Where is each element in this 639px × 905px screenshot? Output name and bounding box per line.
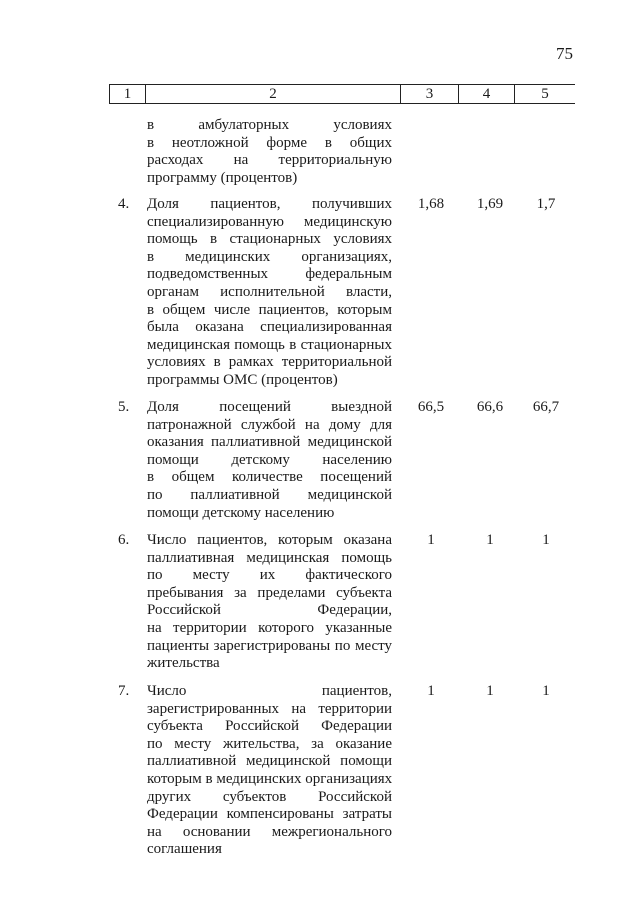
description-line: по месту их фактического: [147, 567, 392, 584]
value-col-3: 1: [427, 532, 435, 548]
row-description: [147, 196, 392, 390]
description-line: патронажной службой на дому для: [147, 416, 392, 433]
row-description: [147, 399, 392, 522]
description-line: помощи детскому населению: [147, 451, 392, 468]
value-col-3: 1,68: [417, 196, 445, 212]
description-line: субъекта Российской Федерации: [147, 718, 392, 735]
header-cell-3: 3: [400, 85, 458, 103]
header-cell-5: 5: [514, 85, 575, 103]
value-col-5: 1: [542, 683, 550, 699]
table-header-row: [109, 84, 575, 104]
header-cell-4: 4: [458, 85, 514, 103]
value-col-3: 1: [427, 683, 435, 699]
description-line: была оказана специализированная: [147, 319, 392, 336]
continuation-line: в неотложной форме в общих: [147, 134, 392, 151]
description-line: условиях в рамках территориальной: [147, 354, 392, 371]
description-line: Число пациентов, которым оказана: [147, 532, 392, 548]
description-line: пациенты зарегистрированы по месту: [147, 637, 392, 654]
description-line: помощи детскому населению: [147, 504, 335, 521]
row-number: 4.: [118, 196, 130, 212]
description-line: других субъектов Российской: [147, 788, 392, 805]
description-line: в общем числе пациентов, которым: [147, 301, 392, 318]
description-line: на территории которого указанные: [147, 619, 392, 636]
value-col-4: 1: [486, 532, 494, 548]
continuation-line: программу (процентов): [147, 169, 298, 186]
row-number: 7.: [118, 683, 130, 699]
description-line: Доля пациентов, получивших: [147, 196, 392, 212]
description-line: органам исполнительной власти,: [147, 283, 392, 300]
description-line: в общем количестве посещений: [147, 469, 392, 486]
continuation-line: расходах на территориальную: [147, 152, 392, 169]
description-line: помощь в стационарных условиях: [147, 231, 392, 248]
value-col-5: 1: [542, 532, 550, 548]
description-line: медицинская помощь в стационарных: [147, 336, 392, 353]
description-line: оказания паллиативной медицинской: [147, 434, 392, 451]
header-cell-1: 1: [109, 85, 145, 103]
description-line: соглашения: [147, 841, 222, 858]
row-description: [147, 532, 392, 673]
description-line: паллиативной медицинской помощи: [147, 753, 392, 770]
description-line: паллиативная медицинская помощь: [147, 549, 392, 566]
value-col-4: 1: [486, 683, 494, 699]
value-col-3: 66,5: [417, 399, 445, 415]
description-line: специализированную медицинскую: [147, 213, 392, 230]
description-line: в медицинских организациях,: [147, 248, 392, 265]
row-description: [147, 683, 392, 859]
description-line: которым в медицинских организациях: [147, 770, 393, 787]
description-line: на основании межрегионального: [147, 823, 392, 840]
description-line: программы ОМС (процентов): [147, 371, 338, 388]
header-cell-2: 2: [145, 85, 400, 103]
continuation-text: [147, 117, 392, 187]
description-line: Число пациентов,: [147, 683, 392, 699]
page-number: 75: [556, 44, 573, 63]
description-line: зарегистрированных на территории: [147, 700, 392, 717]
row-number: 5.: [118, 399, 130, 415]
value-col-5: 1,7: [536, 196, 556, 212]
description-line: жительства: [147, 655, 220, 672]
value-col-4: 66,6: [476, 399, 504, 415]
description-line: Российской Федерации,: [147, 602, 392, 619]
description-line: Федерации компенсированы затраты: [147, 806, 392, 823]
value-col-5: 66,7: [532, 399, 560, 415]
description-line: по месту жительства, за оказание: [147, 735, 392, 752]
description-line: по паллиативной медицинской: [147, 486, 392, 503]
continuation-line: в амбулаторных условиях: [147, 117, 392, 133]
row-number: 6.: [118, 532, 130, 548]
description-line: подведомственных федеральным: [147, 266, 392, 283]
value-col-4: 1,69: [476, 196, 504, 212]
description-line: пребывания за пределами субъекта: [147, 584, 392, 601]
description-line: Доля посещений выездной: [147, 399, 392, 415]
